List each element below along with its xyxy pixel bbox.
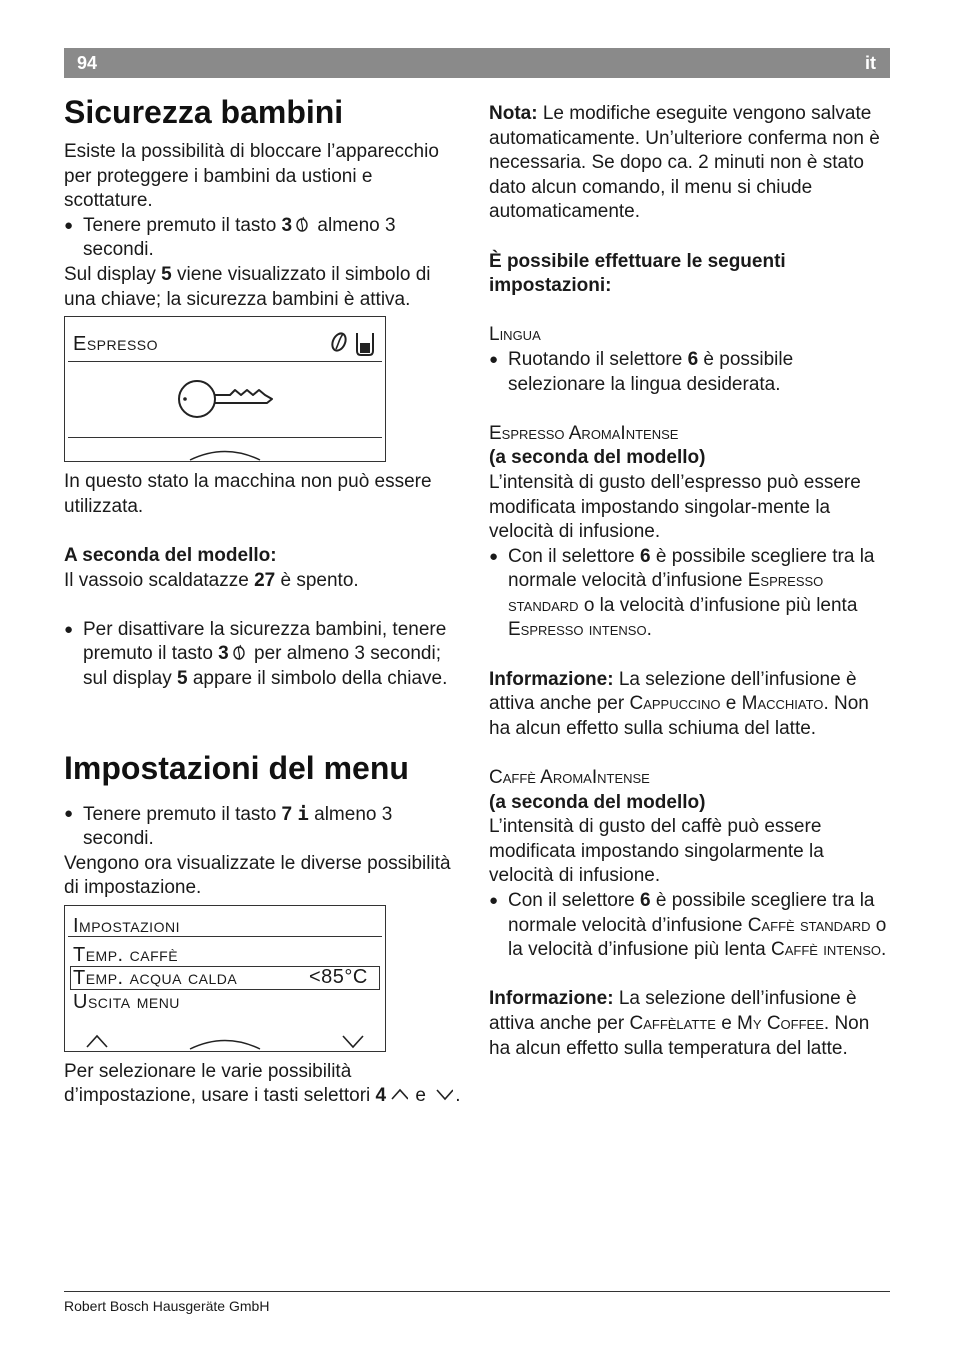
chevron-down-icon — [433, 1086, 453, 1102]
intro-paragraph: Esiste la possibilità di bloccare l’apparecchio per proteggere i bambini da ustioni e scottature. — [64, 141, 439, 212]
footer-company: Robert Bosch Hausgeräte GmbH — [64, 1298, 270, 1314]
espresso-aroma-heading: Espresso AromaIntense — [489, 422, 679, 444]
display-screen-espresso — [64, 316, 386, 462]
selector-keys-paragraph: Per selezionare le varie possibilità d’impostazione, usare i tasti selettori 4 e . — [64, 1060, 461, 1107]
bullet-language: ● Ruotando il selettore 6 è possibile selezionare la lingua desiderata. — [489, 348, 889, 397]
display-screen-settings — [64, 905, 386, 1052]
bullet-hold-key-7: ● Tenere premuto il tasto 7 i almeno 3 secondi. — [64, 802, 464, 852]
aroma-icon — [294, 216, 310, 232]
bullet-espresso-selector: ● Con il selettore 6 è possibile scegliere tra la normale velocità d’infusione Espresso standard o la velocità d’infusione più lenta Espresso intenso. — [489, 545, 889, 643]
section-title-child-lock: Sicurezza bambini — [64, 94, 344, 130]
menu-row-exit-menu: Uscita menu — [73, 990, 180, 1013]
bullet-caffe-selector: ● Con il selettore 6 è possibile scegliere tra la normale velocità d’infusione Caffè standard o la velocità d’infusione più lenta Caffè intenso. — [489, 889, 889, 963]
menu-row-temp-value: <85°C — [309, 965, 368, 988]
screen-bottom-controls — [65, 1026, 385, 1050]
menu-row-temp-coffee: Temp. caffè — [73, 943, 179, 966]
page-header-bar — [64, 48, 890, 78]
language-heading: Lingua — [489, 324, 541, 346]
info-icon: i — [297, 802, 309, 825]
model-heading: A seconda del modello: — [64, 544, 277, 566]
right-column — [489, 102, 889, 1061]
chevron-up-icon — [388, 1086, 408, 1102]
note-paragraph: Nota: Le modifiche eseguite vengono salvate automaticamente. Un’ulteriore conferma non è necessaria. Se dopo ca. 2 minuti non è stato dato alcun comando, il menu si chiude automaticamente. — [489, 103, 880, 223]
chevron-down-icon — [343, 1036, 363, 1047]
caffe-intensity-paragraph: L’intensità di gusto del caffè può essere modificata impostando singolarmente la velocità di infusione. — [489, 816, 824, 887]
key-icon — [175, 377, 275, 421]
possible-settings-heading: È possibile effettuare le seguenti impostazioni: — [489, 250, 786, 297]
screen-divider-bottom — [68, 437, 382, 438]
bullet-hold-key-3: ● Tenere premuto il tasto 3 almeno 3 secondi. — [64, 214, 464, 263]
options-shown-paragraph: Vengono ora visualizzate le diverse possibilità di impostazione. — [64, 852, 451, 899]
left-column — [64, 92, 464, 1109]
info-paragraph-espresso: Informazione: La selezione dell’infusione è attiva anche per Cappuccino e Macchiato. Non ha alcun effetto sulla schiuma del latte. — [489, 668, 869, 739]
espresso-intensity-paragraph: L’intensità di gusto dell’espresso può essere modificata impostando singolar-mente la velocità di infusione. — [489, 471, 861, 543]
screen-divider-top — [68, 936, 382, 937]
locked-state-paragraph: In questo stato la macchina non può essere utilizzata. — [64, 471, 432, 517]
display-key-paragraph: Sul display 5 viene visualizzato il simbolo di una chiave; la sicurezza bambini è attiva. — [64, 263, 431, 310]
cup-warmer-paragraph: Il vassoio scaldatazze 27 è spento. — [64, 569, 359, 591]
page-number: 94 — [77, 53, 98, 73]
caffe-model-note: (a seconda del modello) — [489, 791, 706, 813]
screen-title-settings: Impostazioni — [73, 914, 180, 937]
espresso-model-note: (a seconda del modello) — [489, 447, 706, 469]
language-code: it — [865, 53, 876, 73]
menu-row-temp-hot-water: Temp. acqua calda — [73, 966, 238, 989]
screen-divider-top — [68, 361, 382, 362]
info-paragraph-caffe: Informazione: La selezione dell’infusione è attiva anche per Caffèlatte e My Coffee. Non ha alcun effetto sulla temperatura del latte. — [489, 988, 870, 1059]
aroma-icon — [231, 644, 247, 660]
chevron-up-icon — [87, 1036, 107, 1047]
section-title-menu-settings: Impostazioni del menu — [64, 749, 409, 786]
footer-rule — [64, 1291, 890, 1292]
screen-title-espresso: Espresso — [73, 333, 159, 356]
screen-bottom-arc — [65, 449, 385, 461]
bullet-deactivate-lock: ● Per disattivare la sicurezza bambini, tenere premuto il tasto 3 per almeno 3 secondi; sul display 5 appare il simbolo della chiave. — [64, 618, 464, 692]
caffe-aroma-heading: Caffè AromaIntense — [489, 767, 650, 789]
aroma-cup-icon — [329, 325, 381, 357]
